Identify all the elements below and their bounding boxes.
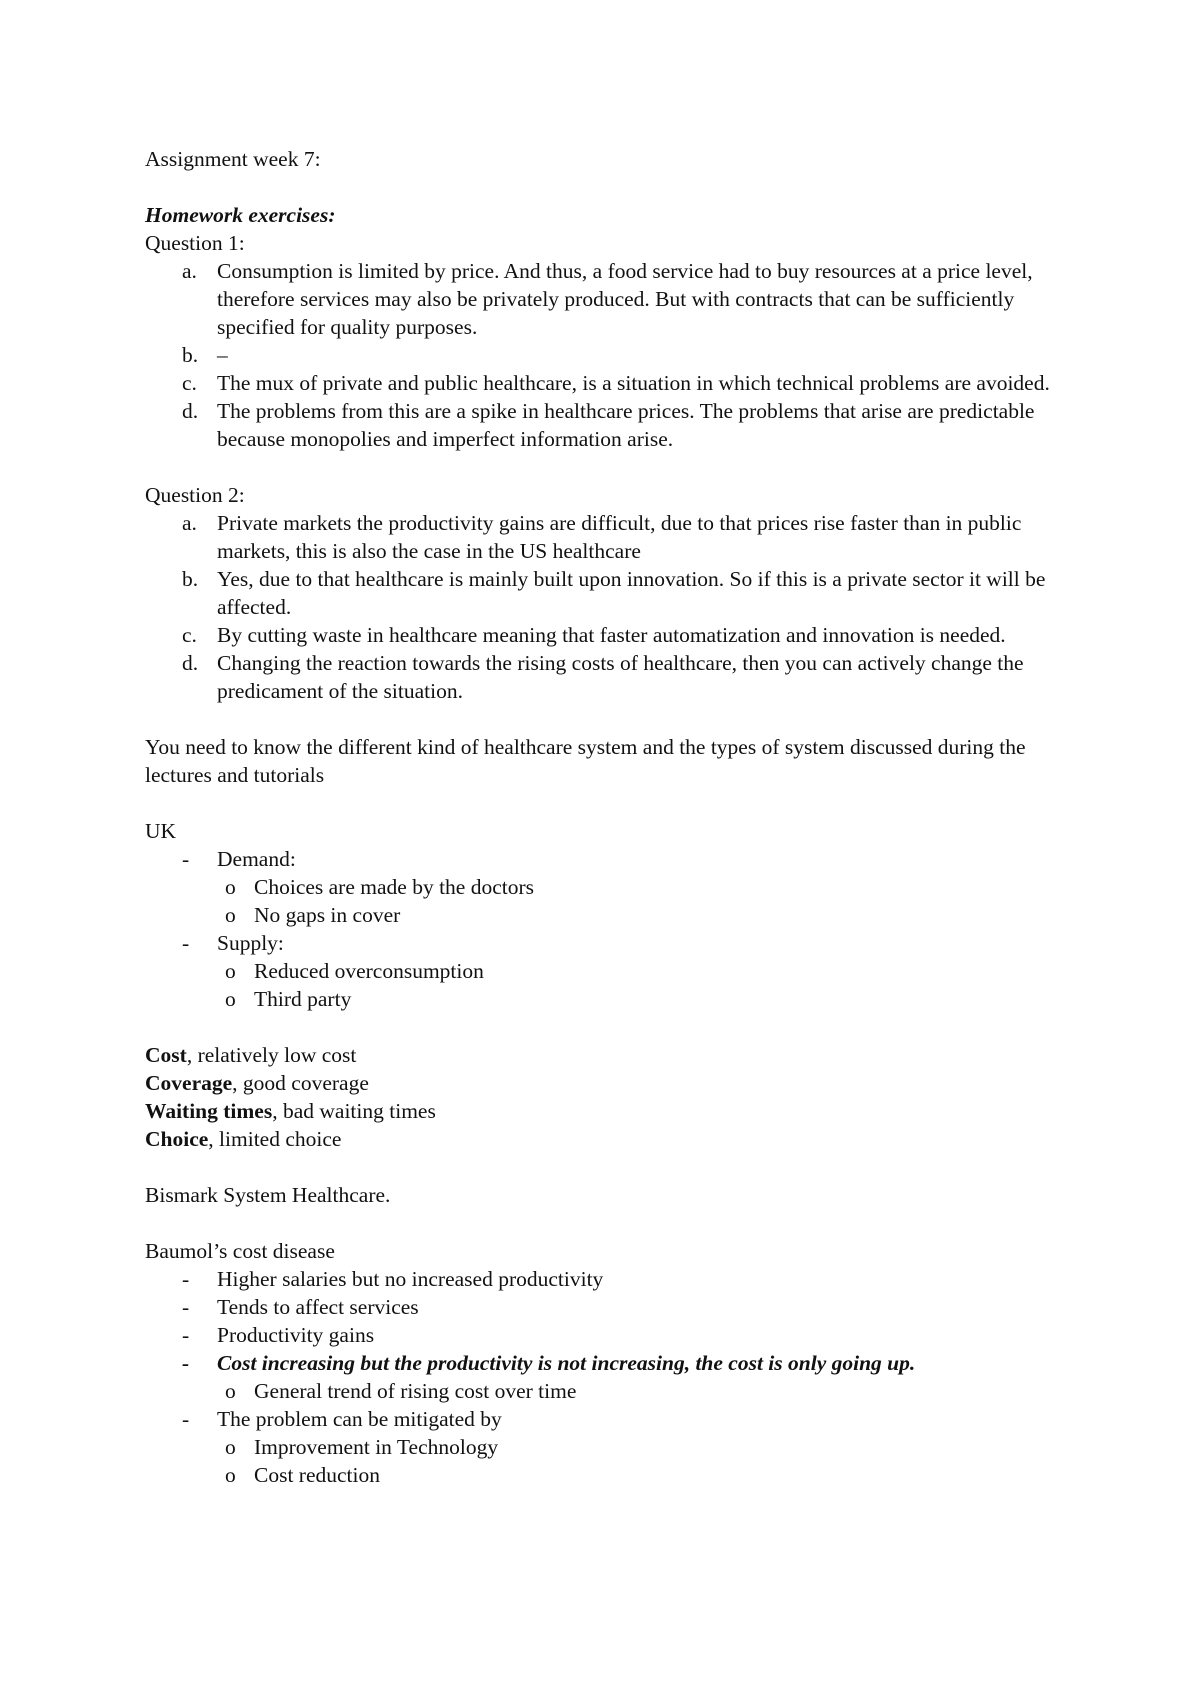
sub-text: No gaps in cover xyxy=(254,903,401,927)
sub-item xyxy=(145,1433,1080,1461)
dash-item xyxy=(145,845,1080,873)
spacer xyxy=(145,173,1080,201)
list-item xyxy=(145,397,1080,453)
sub-item xyxy=(145,985,1080,1013)
list-label: d. xyxy=(182,651,199,675)
list-text: Consumption is limited by price. And thus, a food service had to buy resources at a price level, therefore services may also be privately produced. But with contracts that can be sufficiently specified for quality purposes. xyxy=(217,259,1033,339)
list-label: a. xyxy=(182,259,197,283)
dash-item xyxy=(145,1265,1080,1293)
dash-text: Demand: xyxy=(217,847,296,871)
dash-text: Cost increasing but the productivity is not increasing, the cost is only going up. xyxy=(217,1351,916,1375)
dash-marker: - xyxy=(182,1323,190,1347)
list-item xyxy=(145,341,1080,369)
document-page xyxy=(145,145,1080,1489)
spacer xyxy=(145,453,1080,481)
spacer xyxy=(145,1153,1080,1181)
list-text: – xyxy=(217,343,228,367)
document-title: Assignment week 7: xyxy=(145,147,321,171)
list-item xyxy=(145,565,1080,621)
dash-marker: - xyxy=(182,1295,190,1319)
list-item xyxy=(145,509,1080,565)
list-text: Yes, due to that healthcare is mainly built upon innovation. So if this is a private sector it will be affected. xyxy=(217,567,1046,619)
dash-marker: - xyxy=(182,931,190,955)
list-text: Private markets the productivity gains are difficult, due to that prices rise faster than in public markets, this is also the case in the US healthcare xyxy=(217,511,1022,563)
sub-text: General trend of rising cost over time xyxy=(254,1379,577,1403)
list-label: b. xyxy=(182,343,199,367)
dash-item xyxy=(145,1293,1080,1321)
summary-value: , limited choice xyxy=(208,1127,342,1151)
dash-marker: - xyxy=(182,847,190,871)
bullet-marker: o xyxy=(225,1463,236,1487)
list-text: The mux of private and public healthcare, is a situation in which technical problems are avoided. xyxy=(217,371,1050,395)
list-text: The problems from this are a spike in healthcare prices. The problems that arise are predictable because monopolies and imperfect information arise. xyxy=(217,399,1035,451)
bullet-marker: o xyxy=(225,1435,236,1459)
list-label: b. xyxy=(182,567,199,591)
list-text: By cutting waste in healthcare meaning that faster automatization and innovation is needed. xyxy=(217,623,1006,647)
spacer xyxy=(145,705,1080,733)
dash-item-emphasis xyxy=(145,1349,1080,1377)
summary-term: Choice xyxy=(145,1127,209,1151)
dash-text: Productivity gains xyxy=(217,1323,375,1347)
homework-heading: Homework exercises: xyxy=(145,203,336,227)
list-label: d. xyxy=(182,399,199,423)
summary-line xyxy=(145,1041,1080,1069)
list-label: c. xyxy=(182,371,197,395)
sub-text: Cost reduction xyxy=(254,1463,380,1487)
dash-text: Tends to affect services xyxy=(217,1295,419,1319)
uk-heading: UK xyxy=(145,819,177,843)
bullet-marker: o xyxy=(225,987,236,1011)
summary-value: , relatively low cost xyxy=(186,1043,357,1067)
list-label: a. xyxy=(182,511,197,535)
dash-text: Higher salaries but no increased productivity xyxy=(217,1267,604,1291)
list-item xyxy=(145,369,1080,397)
dash-item xyxy=(145,929,1080,957)
bullet-marker: o xyxy=(225,959,236,983)
sub-text: Choices are made by the doctors xyxy=(254,875,535,899)
summary-term: Coverage xyxy=(145,1071,233,1095)
summary-line xyxy=(145,1097,1080,1125)
list-text: Changing the reaction towards the rising costs of healthcare, then you can actively change the predicament of the situation. xyxy=(217,651,1024,703)
baumol-heading: Baumol’s cost disease xyxy=(145,1239,335,1263)
summary-value: , bad waiting times xyxy=(272,1099,436,1123)
question-1-heading: Question 1: xyxy=(145,231,245,255)
list-item xyxy=(145,257,1080,341)
dash-text: The problem can be mitigated by xyxy=(217,1407,502,1431)
dash-marker: - xyxy=(182,1351,190,1375)
sub-item xyxy=(145,901,1080,929)
sub-item xyxy=(145,1377,1080,1405)
summary-value: , good coverage xyxy=(232,1071,369,1095)
list-item xyxy=(145,621,1080,649)
summary-term: Waiting times xyxy=(145,1099,273,1123)
list-item xyxy=(145,649,1080,705)
sub-item xyxy=(145,873,1080,901)
spacer xyxy=(145,789,1080,817)
systems-note: You need to know the different kind of healthcare system and the types of system discussed during the lectures and tutorials xyxy=(145,735,1026,787)
sub-item xyxy=(145,1461,1080,1489)
dash-text: Supply: xyxy=(217,931,284,955)
bullet-marker: o xyxy=(225,903,236,927)
bullet-marker: o xyxy=(225,875,236,899)
summary-line xyxy=(145,1069,1080,1097)
dash-item xyxy=(145,1405,1080,1433)
question-2-heading: Question 2: xyxy=(145,483,245,507)
bullet-marker: o xyxy=(225,1379,236,1403)
sub-item xyxy=(145,957,1080,985)
spacer xyxy=(145,1209,1080,1237)
sub-text: Improvement in Technology xyxy=(254,1435,499,1459)
dash-marker: - xyxy=(182,1407,190,1431)
bismark-heading: Bismark System Healthcare. xyxy=(145,1183,391,1207)
sub-text: Third party xyxy=(254,987,352,1011)
summary-term: Cost xyxy=(145,1043,187,1067)
list-label: c. xyxy=(182,623,197,647)
summary-line xyxy=(145,1125,1080,1153)
dash-item xyxy=(145,1321,1080,1349)
spacer xyxy=(145,1013,1080,1041)
sub-text: Reduced overconsumption xyxy=(254,959,484,983)
dash-marker: - xyxy=(182,1267,190,1291)
